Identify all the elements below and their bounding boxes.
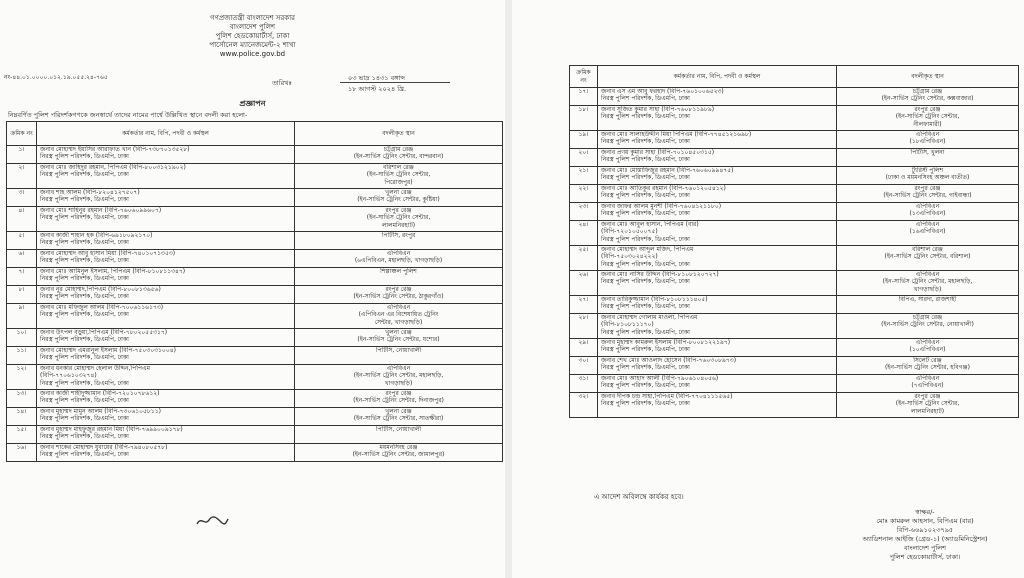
place-line-p2: (ইন-সার্ভিস ট্রেনিং সেন্টার, গাইবান্ধা)	[883, 192, 972, 200]
table-row	[7, 329, 503, 347]
intro-text: নিম্নবর্ণিত পুলিশ পরিদর্শকগণকে জনস্বার্থে তাদের নামের পার্শ্বে উল্লিখিত স্থানে বদলী করা হলো-	[8, 111, 248, 119]
officer-line-l1: জনাব মোহাম্মদ ইয়াসির আরাফাত খান (বিপি-৭৩৮৭০১৩৫২৮)	[40, 146, 190, 153]
officer-line-l2: নিরস্ত্র পুলিশ পরিদর্শক, ডিএমপি, ঢাকা	[601, 95, 690, 103]
initials-scrawl	[195, 514, 229, 528]
cell-officer	[37, 347, 295, 365]
officer-line-l1: জনাব সুজিত কুমার সাহা (বিপি-৭৬০৮১১৯৮৯)	[601, 106, 715, 113]
officer-line-l2: নিরস্ত্র পুলিশ পরিদর্শক, ডিএমপি, ঢাকা	[601, 382, 690, 390]
place-line-p2: (ইন-সার্ভিস ট্রেনিং সেন্টার, বরিশাল)	[884, 253, 971, 261]
table-row	[570, 203, 1019, 221]
cell-serial: ১৬।	[7, 444, 37, 462]
table-row	[7, 365, 503, 390]
place-line-p2: (ইন-সার্ভিস ট্রেনিং সেন্টার, যশোর)	[357, 336, 440, 344]
place-line-p2: (১৬এপিবিএন)	[909, 228, 946, 236]
place-line-p1: পিটিসি, খুলনা	[910, 149, 945, 156]
cell-transfer-place	[837, 296, 1019, 314]
table-row	[7, 390, 503, 408]
cell-transfer-place	[837, 149, 1019, 167]
place-line-p3: লালমনিরহাট)	[910, 407, 945, 415]
cell-officer	[37, 365, 295, 390]
place-line-p2: (ঢাকা ও ময়মনসিংহ অঞ্চল ব্যতীত)	[885, 174, 970, 182]
place-line-p2: (৬এপিবিএন, মহালছড়ি, খাগড়াছড়ি)	[354, 257, 443, 265]
officer-line-l2: নিরস্ত্র পুলিশ পরিদর্শক, ডিএমপি, ঢাকা	[40, 415, 129, 423]
cell-officer	[598, 271, 837, 296]
officer-line-l2: নিরস্ত্র পুলিশ পরিদর্শক, ডিএমপি, ঢাকা	[601, 278, 690, 286]
date-divider	[340, 82, 450, 83]
place-line-p2: (ইন-সার্ভিস ট্রেনিং সেন্টার, সাতক্ষীরা)	[353, 415, 444, 423]
col-header-name: কর্মকর্তার নাম, বিপি, পদবী ও কর্মস্থল	[37, 122, 295, 146]
cell-transfer-place	[837, 106, 1019, 131]
place-line-p2: (ইন-সার্ভিস ট্রেনিং সেন্টার,	[366, 171, 431, 179]
cell-transfer-place	[295, 390, 503, 408]
page-title: প্রজ্ঞাপন	[239, 99, 266, 108]
place-line-p3: পিরোজপুর)	[384, 178, 413, 186]
place-line-p1: এপিবিএন	[915, 271, 940, 278]
officer-line-l1: জনাব মোঃ আহাদ আলী (বিপি-৭৯০৬১০৪০৫৬)	[601, 375, 719, 382]
place-line-p1: রংপুর রেঞ্জ	[385, 286, 412, 293]
officer-line-l2: নিরস্ত্র পুলিশ পরিদর্শক, ডিএমপি, ঢাকা	[601, 174, 690, 182]
cell-transfer-place	[295, 189, 503, 207]
place-line-p1: রংপুর রেঞ্জ	[385, 390, 412, 397]
place-line-p2: (ইন-সার্ভিস ট্রেনিং সেন্টার, নোয়াখালী)	[881, 321, 974, 329]
officer-line-l1: জনাব মোঃ সালাহউদ্দীন মিয়া পিপিএম (বিপি-৭৭৪৫১২১৬৯৮)	[601, 131, 752, 138]
cell-officer	[598, 167, 837, 185]
officer-line-l2: নিরস্ত্র পুলিশ পরিদর্শক, ডিএমপি, ঢাকা	[40, 275, 129, 283]
cell-serial: ২১।	[570, 167, 598, 185]
website: www.police.gov.bd	[219, 50, 286, 58]
cell-officer	[598, 106, 837, 131]
table-row	[570, 246, 1019, 271]
cell-officer	[598, 375, 837, 393]
cell-serial: ২।	[7, 164, 37, 189]
officer-line-l2: নিরস্ত্র পুলিশ পরিদর্শক, ডিএমপি, ঢাকা	[40, 214, 129, 222]
cell-serial: ২৪।	[570, 221, 598, 246]
place-line-p1: এপিবিএন	[915, 221, 940, 228]
table-row	[570, 375, 1019, 393]
cell-transfer-place	[295, 286, 503, 304]
cell-transfer-place	[837, 221, 1019, 246]
officer-line-l1: জনাব শাহ আলম (বিপি-৮২০৪১২৭৫০৭)	[40, 189, 140, 196]
table-row	[570, 271, 1019, 296]
cell-officer	[598, 314, 837, 339]
officer-line-l2: (বিপি-৭৭০৬১০৩২৭৪)	[40, 372, 97, 380]
table-row	[570, 131, 1019, 149]
cell-transfer-place	[837, 131, 1019, 149]
cell-serial: ৬।	[7, 250, 37, 268]
cell-serial: ৪।	[7, 207, 37, 232]
signatory-hq: পুলিশ হেডকোয়ার্টার্স, ঢাকা।	[889, 553, 961, 561]
officer-line-l1: জনাব মোঃ জাহিদুর রহমান, পিপিএম (বিপি-৮০০৩১২১৯০২)	[40, 164, 186, 171]
officer-line-l1: জনাব মোঃ মফিজুল আলম (বিপি-৭০০৬১১৬১৭৩)	[40, 304, 164, 311]
cell-officer	[37, 232, 295, 250]
place-line-p2: (এপিবিএন এর বিশেষায়িত ট্রেনিং	[358, 311, 439, 319]
cell-transfer-place	[295, 444, 503, 462]
cell-transfer-place	[295, 347, 503, 365]
place-line-p2: (১০এপিবিএন)	[909, 346, 946, 354]
cell-transfer-place	[837, 167, 1019, 185]
cell-transfer-place	[295, 304, 503, 329]
cell-officer	[37, 189, 295, 207]
table-row	[7, 426, 503, 444]
place-line-p3: খাগড়াছড়ি)	[384, 379, 413, 387]
officer-line-l2: নিরস্ত্র পুলিশ পরিদর্শক, ডিএমপি, ঢাকা	[40, 451, 129, 459]
place-line-p2: (১৮এপিবিএন)	[909, 138, 946, 146]
cell-transfer-place	[295, 146, 503, 164]
table-row	[570, 149, 1019, 167]
place-line-p2: (ইন-সার্ভিস ট্রেনিং সেন্টার, কক্সবাজার)	[881, 95, 974, 103]
officer-line-l1: জনাব কাজী শাহান হক (বিপি-৬৯১৮০৯২১৭০)	[40, 232, 153, 239]
col-header-serial: ক্রমিক নং	[570, 66, 598, 88]
cell-officer	[37, 390, 295, 408]
place-line-p1: বিপিএ, সারদা, রাজশাহী	[898, 296, 957, 303]
place-line-p2: (১৩এপিবিএন)	[909, 210, 946, 218]
place-line-p1: ময়মনসিংহ রেঞ্জ	[379, 444, 418, 451]
cell-officer	[37, 444, 295, 462]
signatory-org: বাংলাদেশ পুলিশ	[904, 544, 946, 552]
table-header-row	[570, 66, 1019, 88]
officer-line-l2: নিরস্ত্র পুলিশ পরিদর্শক, ডিএমপি, ঢাকা	[40, 239, 129, 247]
place-line-p1: রংপুর রেঞ্জ	[914, 393, 941, 400]
officer-line-l1: জনাব উৎপল বড়ুয়া,পিপিএম (বিপি-৭৮০২০৫৫৩১৭)	[40, 329, 168, 336]
signature-label: স্বাক্ষর/-	[915, 508, 935, 516]
officer-line-l1: জনাব মোঃ আবুল হাসান, পিপিএম (বার)	[601, 221, 699, 228]
cell-officer	[598, 296, 837, 314]
place-line-p1: সিলেট রেঞ্জ	[913, 357, 942, 364]
place-line-p3: খাগড়াছড়ি)	[913, 285, 942, 293]
table-row	[570, 88, 1019, 106]
officer-line-l1: জনাব মোহাম্মদ আবু হাসান মিয়া (বিপি-৭৪০১০৭১৩৫৩)	[40, 250, 176, 257]
cell-officer	[37, 329, 295, 347]
place-line-p1: খুলনা রেঞ্জ	[385, 189, 412, 196]
cell-serial: ৩০।	[570, 357, 598, 375]
cell-serial: ১৫।	[7, 426, 37, 444]
date-bangla: ০৩ ভাদ্র ১৪৩১ বঙ্গাব্দ	[348, 74, 405, 82]
cell-officer	[37, 146, 295, 164]
officer-line-l1: জনাব মুহাম্মদ কামরুল ইসলাম (বিপি-৮০০৮১২২১৯৭)	[601, 339, 731, 346]
officer-line-l1: জনাব মোঃ শাহিনুর রহমান (বিপি-৭৬০৬০৯৯৬০৭)	[40, 207, 162, 214]
officer-line-l3: নিরস্ত্র পুলিশ পরিদর্শক, ডিএমপি, ঢাকা	[601, 328, 690, 336]
cell-officer	[37, 207, 295, 232]
table-header-row	[7, 122, 503, 146]
place-line-p3: সেন্টার, খাগড়াছড়ি)	[374, 318, 423, 326]
table-row	[7, 444, 503, 462]
date-label: তারিখঃ	[272, 79, 292, 87]
officer-line-l2: নিরস্ত্র পুলিশ পরিদর্শক, ডিএমপি, ঢাকা	[601, 400, 690, 408]
cell-transfer-place	[837, 375, 1019, 393]
place-line-p1: চট্টগ্রাম রেঞ্জ	[383, 146, 414, 153]
place-line-p1: খুলনা রেঞ্জ	[385, 329, 412, 336]
officer-line-l1: জনাব মোহাম্মদ এমরানুল ইসলাম (বিপি-৭৫০৩০৩১০০৪)	[40, 347, 176, 354]
table-row	[7, 347, 503, 365]
officer-line-l2: নিরস্ত্র পুলিশ পরিদর্শক, ডিএমপি, ঢাকা	[601, 192, 690, 200]
officer-line-l2: নিরস্ত্র পুলিশ পরিদর্শক, ডিএমপি, ঢাকা	[601, 346, 690, 354]
place-line-p2: (ইন-সার্ভিস ট্রেনিং সেন্টার,	[366, 214, 431, 222]
cell-transfer-place	[837, 88, 1019, 106]
cell-serial: ১।	[7, 146, 37, 164]
cell-serial: ১৭।	[570, 88, 598, 106]
cell-serial: ৫।	[7, 232, 37, 250]
place-line-p1: রংপুর রেঞ্জ	[914, 185, 941, 192]
officer-line-l1: জনাব মোঃ আতিকুর রহমান (বিপি-৭৬০১২০৫৪১২)	[601, 185, 726, 192]
place-line-p1: খুলনা রেঞ্জ	[385, 408, 412, 415]
cell-transfer-place	[295, 365, 503, 390]
officer-line-l2: নিরস্ত্র পুলিশ পরিদর্শক, ডিএমপি, ঢাকা	[40, 397, 129, 405]
table-row	[7, 408, 503, 426]
cell-serial: ২৫।	[570, 246, 598, 271]
memo-number: নং-৪৪.০১.০০০০.০১২.১৯.০৫৫.২৪-৭৬৫	[4, 74, 108, 81]
table-row	[7, 250, 503, 268]
officer-line-l1: জনাব মোহাম্মদ আব্দুল মজিদ, পিপিএম	[601, 246, 694, 253]
officer-line-l1: জনাব মোঃ মোস্তাফিজুর রহমান (বিপি-৭৬০৬০৯৯৪৭৫)	[601, 167, 734, 174]
cell-transfer-place	[837, 393, 1019, 418]
place-line-p1: রংপুর রেঞ্জ	[914, 106, 941, 113]
cell-transfer-place	[837, 246, 1019, 271]
cell-officer	[37, 268, 295, 286]
place-line-p1: এপিবিএন	[386, 304, 411, 311]
cell-serial: ১০।	[7, 329, 37, 347]
signatory-designation: অ্যাডিশনাল আইজি (গ্রেড-১) (অ্যাডমিনিস্ট্রেশন)	[862, 535, 988, 543]
officer-line-l2: নিরস্ত্র পুলিশ পরিদর্শক, ডিএমপি, ঢাকা	[40, 171, 129, 179]
cell-serial: ১১।	[7, 347, 37, 365]
officer-line-l3: নিরস্ত্র পুলিশ পরিদর্শক, ডিএমপি, ঢাকা	[40, 379, 129, 387]
police-heading: বাংলাদেশ পুলিশ	[229, 23, 276, 31]
signatory-bp: বিপি-৬৬৯১০২৩৭৯৫	[896, 526, 954, 534]
place-line-p1: রংপুর রেঞ্জ	[385, 207, 412, 214]
place-line-p2: (ইন-সার্ভিস ট্রেনিং সেন্টার, হবিগঞ্জ)	[884, 364, 971, 372]
effective-note: এ আদেশ অবিলম্বে কার্যকর হবে।	[594, 493, 684, 501]
cell-officer	[37, 164, 295, 189]
officer-line-l1: জনাব শেখ মোঃ আওলাদ হোসেন (বিপি-৭৬০৩০৮৯৭৩)	[601, 357, 737, 364]
cell-serial: ১৪।	[7, 408, 37, 426]
officer-line-l2: নিরস্ত্র পুলিশ পরিদর্শক, ডিএমপি, ঢাকা	[40, 311, 129, 319]
cell-transfer-place	[295, 232, 503, 250]
cell-serial: ৭।	[7, 268, 37, 286]
place-line-p1: শিল্পাঞ্চল পুলিশ	[380, 268, 417, 275]
officer-line-l1: জনাব জাফর আলম মুনশী (বিপি-৭৬০৪১২১১৮০)	[601, 203, 722, 210]
cell-serial: ৩।	[7, 189, 37, 207]
col-header-place: বদলীকৃত স্থান	[837, 66, 1019, 88]
place-line-p1: এপিবিএন	[915, 131, 940, 138]
table-row	[570, 296, 1019, 314]
officer-line-l2: নিরস্ত্র পুলিশ পরিদর্শক, ডিএমপি, ঢাকা	[40, 196, 129, 204]
cell-transfer-place	[837, 185, 1019, 203]
place-line-p1: বরিশাল রেঞ্জ	[912, 246, 943, 253]
place-line-p2: (ইন-সার্ভিস ট্রেনিং সেন্টার,	[895, 113, 960, 121]
cell-transfer-place	[295, 329, 503, 347]
cell-officer	[598, 357, 837, 375]
left-page	[0, 0, 505, 578]
place-line-p2: (ইন-সার্ভিস ট্রেনিং সেন্টার, মহালছড়ি,	[353, 372, 444, 380]
officer-line-l2: নিরস্ত্র পুলিশ পরিদর্শক, ডিএমপি, ঢাকা	[40, 293, 129, 301]
cell-serial: ৩১।	[570, 375, 598, 393]
table-row	[570, 393, 1019, 418]
officer-line-l2: নিরস্ত্র পুলিশ পরিদর্শক, ডিএমপি, ঢাকা	[40, 433, 129, 441]
cell-transfer-place	[837, 203, 1019, 221]
officer-line-l1: জনাব মোহাম্মদ গোলাম মাওলা, পিপিএম	[601, 314, 698, 321]
cell-serial: ২৬।	[570, 271, 598, 296]
hq-heading: পুলিশ হেডকোয়ার্টার্স, ঢাকা	[215, 32, 290, 40]
officer-line-l2: নিরস্ত্র পুলিশ পরিদর্শক, ডিএমপি, ঢাকা	[40, 336, 129, 344]
cell-officer	[598, 393, 837, 418]
cell-officer	[598, 185, 837, 203]
table-row	[7, 268, 503, 286]
officer-line-l2: নিরস্ত্র পুলিশ পরিদর্শক, ডিএমপি, ঢাকা	[601, 364, 690, 372]
officer-line-l2: নিরস্ত্র পুলিশ পরিদর্শক, ডিএমপি, ঢাকা	[40, 257, 129, 265]
cell-serial: ২০।	[570, 149, 598, 167]
cell-serial: ২৯।	[570, 339, 598, 357]
cell-transfer-place	[295, 164, 503, 189]
cell-serial: ৮।	[7, 286, 37, 304]
cell-officer	[37, 426, 295, 444]
col-header-name: কর্মকর্তার নাম, বিপি, পদবী ও কর্মস্থল	[598, 66, 837, 88]
cell-transfer-place	[837, 271, 1019, 296]
col-header-serial: ক্রমিক নং	[7, 122, 37, 146]
place-line-p1: চট্টগ্রাম রেঞ্জ	[912, 88, 943, 95]
officer-line-l1: জনাব মুহাম্মদ মাহফুজুর রহমান মিয়া (বিপি-৭৬৯৯০০৯১৭৮)	[40, 426, 183, 433]
cell-serial: ৯।	[7, 304, 37, 329]
place-line-p2: (ইন-সার্ভিস ট্রেনিং সেন্টার, কুষ্টিয়া)	[357, 196, 440, 204]
cell-transfer-place	[295, 207, 503, 232]
cell-serial: ১৯।	[570, 131, 598, 149]
place-line-p2: (ইন-সার্ভিস ট্রেনিং সেন্টার, দিনাজপুর)	[353, 397, 444, 405]
cell-officer	[598, 221, 837, 246]
cell-officer	[37, 304, 295, 329]
table-row	[7, 304, 503, 329]
cell-serial: ২৭।	[570, 296, 598, 314]
officer-line-l3: নিরস্ত্র পুলিশ পরিদর্শক, ডিএমপি, ঢাকা	[601, 260, 690, 268]
place-line-p2: (ইন-সার্ভিস ট্রেনিং সেন্টার, ঠাকুরগাঁও)	[353, 293, 444, 301]
officer-line-l2: নিরস্ত্র পুলিশ পরিদর্শক, ডিএমপি, ঢাকা	[601, 113, 690, 121]
place-line-p3: লালমনিরহাট)	[381, 221, 416, 229]
cell-serial: ২৩।	[570, 203, 598, 221]
cell-transfer-place	[837, 314, 1019, 339]
officer-line-l1: জনাব মোঃ নাসির উদ্দিন (বিপি-৮১০৮১২০৭২৭)	[601, 271, 719, 278]
officer-line-l1: জনাব মোঃ আমিনুল ইসলাম, পিপিএম (বিপি-৮১০৮১১৩৪৭)	[40, 268, 186, 275]
officer-line-l2: নিরস্ত্র পুলিশ পরিদর্শক, ডিএমপি, ঢাকা	[40, 153, 129, 161]
cell-transfer-place	[295, 426, 503, 444]
table-row	[570, 357, 1019, 375]
cell-officer	[598, 131, 837, 149]
cell-serial: ১২।	[7, 365, 37, 390]
cell-transfer-place	[295, 268, 503, 286]
officer-line-l2: নিরস্ত্র পুলিশ পরিদর্শক, ডিএমপি, ঢাকা	[601, 303, 690, 311]
cell-serial: ২৮।	[570, 314, 598, 339]
cell-transfer-place	[295, 408, 503, 426]
cell-officer	[598, 246, 837, 271]
officer-line-l1: জনাব প্রণয় কুমার সাহা (বিপি-৭০১০৪৫০৩১৫)	[601, 149, 715, 156]
table-row	[570, 221, 1019, 246]
right-page	[512, 0, 1024, 578]
place-line-p2: (ইন-সার্ভিস ট্রেনিং সেন্টার, জামালপুর)	[352, 451, 445, 459]
transfer-table-right	[569, 65, 1019, 418]
officer-line-l1: জনাব কাজী শাহীদুজ্জামান (বিপি-৭২০১০৭৮৬১২)	[40, 390, 160, 397]
place-line-p1: এপিবিএন	[915, 375, 940, 382]
officer-line-l2: (বিপি-৭৫০৩০২৪২২২)	[601, 253, 658, 261]
cell-serial: ১৩।	[7, 390, 37, 408]
place-line-p1: চট্টগ্রাম রেঞ্জ	[912, 314, 943, 321]
table-row	[570, 106, 1019, 131]
cell-officer	[598, 203, 837, 221]
table-row	[7, 146, 503, 164]
cell-transfer-place	[295, 250, 503, 268]
place-line-p1: ট্যুরিস্ট পুলিশ	[911, 167, 944, 174]
officer-line-l1: জনাব এস এম আবু ফরহাদ (বিপি-৭৬০১০০৬৫২৩)	[601, 88, 724, 95]
officer-line-l2: নিরস্ত্র পুলিশ পরিদর্শক, ডিএমপি, ঢাকা	[40, 354, 129, 362]
transfer-table-left	[6, 121, 503, 462]
govt-heading: গণপ্রজাতন্ত্রী বাংলাদেশ সরকার	[210, 14, 295, 22]
place-line-p1: এপিবিএন	[386, 365, 411, 372]
officer-line-l2: নিরস্ত্র পুলিশ পরিদর্শক, ডিএমপি, ঢাকা	[601, 210, 690, 218]
cell-serial: ২২।	[570, 185, 598, 203]
place-line-p1: এপিবিএন	[915, 203, 940, 210]
page-divider	[505, 0, 512, 578]
table-row	[7, 232, 503, 250]
place-line-p2: (ইন-সার্ভিস ট্রেনিং সেন্টার, বান্দরবান)	[353, 153, 444, 161]
col-header-place: বদলীকৃত স্থান	[295, 122, 503, 146]
officer-line-l2: নিরস্ত্র পুলিশ পরিদর্শক, ডিএমপি, ঢাকা	[601, 138, 690, 146]
officer-line-l1: জনাব নুর মোহাম্মদ,পিপিএম (বিপি-৮০০৮১৩৬৫৬)	[40, 286, 161, 293]
cell-officer	[598, 149, 837, 167]
table-row	[570, 185, 1019, 203]
place-line-p2: (৭এপিবিএন)	[911, 382, 944, 390]
place-line-p1: পিটিসি, নোয়াখালী	[375, 347, 422, 354]
cell-serial: ১৮।	[570, 106, 598, 131]
place-line-p2: (ইন-সার্ভিস ট্রেনিং সেন্টার,	[895, 400, 960, 408]
table-row	[7, 189, 503, 207]
officer-line-l1: জনাব মুহাম্মদ মামুন আলম (বিপি-৭৩০৬১০৫৮১১)	[40, 408, 161, 415]
cell-serial: ৩২।	[570, 393, 598, 418]
cell-transfer-place	[837, 357, 1019, 375]
cell-officer	[37, 250, 295, 268]
table-row	[7, 164, 503, 189]
officer-line-l1: জনাব দীপক চন্দ্র সাহা,পিপিএম (বিপি-৭৭০৪১১১৫৬৫)	[601, 393, 733, 400]
table-row	[570, 314, 1019, 339]
place-line-p1: বরিশাল রেঞ্জ	[383, 164, 414, 171]
section-heading: পার্সোনেল ম্যানেজমেন্ট-২ শাখা	[209, 41, 296, 49]
cell-officer	[37, 408, 295, 426]
place-line-p1: এপিবিএন	[386, 250, 411, 257]
place-line-p1: পিটিসি, নোয়াখালী	[375, 426, 422, 433]
table-row	[7, 207, 503, 232]
place-line-p3: নীলফামারী)	[913, 120, 942, 128]
cell-officer	[598, 339, 837, 357]
officer-line-l2: নিরস্ত্র পুলিশ পরিদর্শক, ডিএমপি, ঢাকা	[601, 156, 690, 164]
officer-line-l1: জনাব ধনকার মোহাম্মদ হেলাল উদ্দিন,পিপিএম	[40, 365, 150, 372]
officer-line-l2: (বিপি-৭২০১০৫০০৭৫)	[601, 228, 658, 236]
table-row	[570, 167, 1019, 185]
officer-line-l1: জনাব তারিকুজ্জামান (বিপি-৮১০৮১১১৪০৫)	[601, 296, 708, 303]
date-english: ১৮ আগস্ট ২০২৪ খ্রি.	[348, 85, 407, 93]
cell-transfer-place	[837, 339, 1019, 357]
cell-officer	[37, 286, 295, 304]
cell-officer	[598, 88, 837, 106]
place-line-p2: (ইন-সার্ভিস ট্রেনিং সেন্টার, মহালছড়ি,	[882, 278, 973, 286]
place-line-p1: পিটিসি, রংপুর	[381, 232, 416, 239]
table-row	[7, 286, 503, 304]
officer-line-l2: (বিপি-৮১০৮১১১৭০)	[601, 321, 654, 329]
table-row	[570, 339, 1019, 357]
officer-line-l1: জনাব শাকের মোহাম্মদ যুবায়ের (বিপি-৭৯৪০৮০৫৭৮)	[40, 444, 168, 451]
signatory-name: মোঃ কামরুল আহসান, বিপিএম (বার)	[876, 517, 974, 525]
officer-line-l3: নিরস্ত্র পুলিশ পরিদর্শক, ডিএমপি, ঢাকা	[601, 235, 690, 243]
place-line-p1: এপিবিএন	[915, 339, 940, 346]
